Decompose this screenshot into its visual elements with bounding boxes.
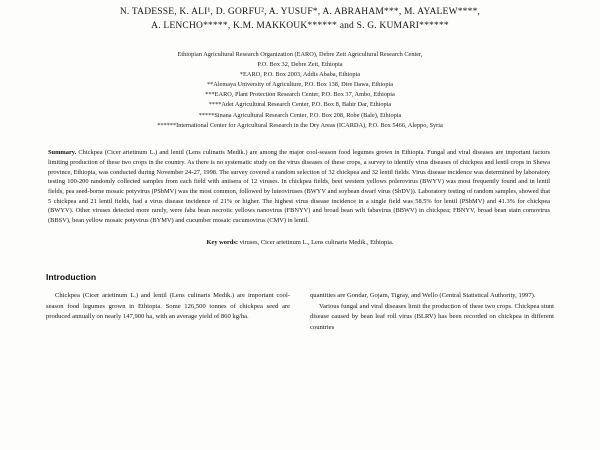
summary-paragraph <box>44 148 556 226</box>
keywords-label: Key words: <box>206 238 238 246</box>
page-bottom-fade <box>0 440 600 450</box>
affiliation-line-4: **Alemaya University of Agriculture, P.O. Box 138, Dire Dawa, Ethiopia <box>206 81 394 89</box>
affiliation-line-3: *EARO, P.O. Box 2003, Addis Ababa, Ethiopia <box>239 70 361 78</box>
summary-label: Summary. <box>48 149 77 157</box>
affiliation-line-7: *****Sinana Agricultural Research Center, P.O. Box 208, Robe (Bale), Ethiopia <box>198 111 402 119</box>
author-line-1: N. TADESSE, K. ALI¹, D. GORFU², A. YUSUF*, A. ABRAHAM***, M. AYALEW****, <box>119 7 481 17</box>
keywords-text: viruses, Cicer arietinum L., Lens culinaris Medik., Ethiopia. <box>237 238 394 246</box>
affiliation-line-5: ***EARO, Plant Protection Research Center, P.O. Box 37, Ambo, Ethiopia <box>205 91 395 99</box>
body-column-left <box>46 291 290 334</box>
affiliation-line-8: ******International Center for Agricultural Research in the Dry Areas (ICARDA), P.O. Box 5466, Aleppo, Syria <box>157 121 443 129</box>
paragraph-left-1: Chickpea (Cicer arietinum L.) and lentil (Lens culinaris Medik.) are important cool-season food legumes grown in Ethiopia. Some 126,500 tonnes of chickpea seed are produced annually on nearly 147,900 ha, with an average yield of 860 kg/ha. <box>46 291 290 321</box>
affiliation-block <box>44 50 556 132</box>
author-list <box>44 6 556 34</box>
affiliation-line-1: Ethiopian Agricultural Research Organization (EARO), Debre Zeit Agricultural Research Center, <box>177 50 423 58</box>
body-columns <box>44 291 556 334</box>
affiliation-line-2: P.O. Box 32, Debre Zeit, Ethiopia <box>257 60 343 68</box>
affiliation-line-6: ****Adet Agricultural Research Center, P.O. Box 8, Bahir Dar, Ethiopia <box>208 101 392 109</box>
paragraph-right-1: quantities are Gondar, Gojam, Tigray, and Wello (Central Statistical Authority, 1997). <box>310 291 536 299</box>
body-column-right <box>310 291 554 334</box>
keywords-line <box>44 239 556 246</box>
author-line-2: A. LENCHO*****, K.M. MAKKOUK****** and S. G. KUMARI****** <box>151 20 449 31</box>
section-heading-introduction: Introduction <box>46 271 97 282</box>
summary-text: Chickpea (Cicer arietinum L.) and lentil (Lens culinaris Medik.) are among the major cool-season food legumes grown in Ethiopia. Fungal and viral diseases are important factors limiting production of these two crops in the country. As there is no systematic study on the virus diseases of these crops, a survey to identify virus diseases of chickpea and lentil crops in Shewa province, Ethiopia, was conducted during November 24-27, 1998. The survey covered a random selection of 32 chickpea and 32 lentil fields. Virus disease incidence was determined by laboratory testing 100-200 randomly collected samples from each field with antisera of 12 viruses. In chickpea fields, beet western yellows polerovirus (BWYV) was most frequently found and in lentil fields, pea seed-borne mosaic potyvirus (PSbMV) was the most common, followed by luteoviruses (BWYV and soybean dwarf virus (SbDV)). Laboratory testing of random samples, showed that 5 chickpea and 21 lentil fields, had a virus disease incidence of 21% or higher. The highest virus disease incidence in a single field was 58.5% for lentil (PSbMV) and 41.3% for chickpea (BWYV). Other viruses detected more rarely, were faba bean necrotic yellows nanovirus (FBNYV) and broad bean wilt fabavirus (BBWV) in chickpea; FBNYV, broad bean stain comovirus (BBSV), bean yellow mosaic potyvirus (BYMV) and cucumber mosaic cucumovirus (CMV) in lentil. <box>48 149 550 225</box>
paragraph-right-2: Various fungal and viral diseases limit the production of these two crops. Chickpea stunt disease caused by bean leaf roll virus (BLRV) has been recorded on chickpea in different countries <box>310 302 554 331</box>
